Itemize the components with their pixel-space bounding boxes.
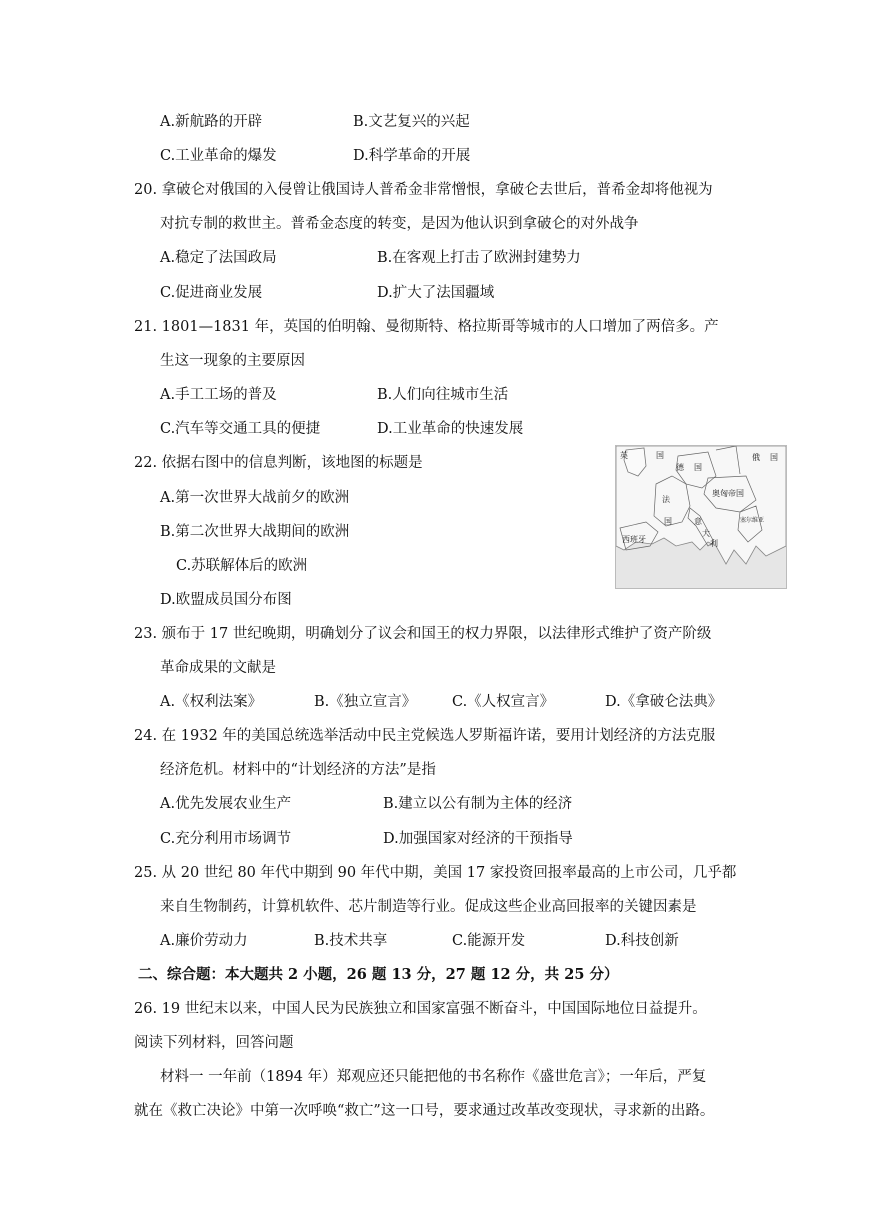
map-label-uk2: 国 xyxy=(656,451,664,460)
map-label-fr2: 国 xyxy=(664,517,672,526)
q21-stem-line1: 21. 1801—1831 年，英国的伯明翰、曼彻斯特、格拉斯哥等城市的人口增加了两倍多。产 xyxy=(134,319,719,335)
q23-option-a: A.《权利法案》 xyxy=(160,694,263,710)
q26-stem-line2: 阅读下列材料，回答问题 xyxy=(134,1035,294,1051)
map-label-de1: 德 xyxy=(676,463,684,472)
q23-stem-line2: 革命成果的文献是 xyxy=(160,660,276,676)
q22-stem-line1: 22. 依据右图中的信息判断，该地图的标题是 xyxy=(134,455,423,471)
q25-option-c: C.能源开发 xyxy=(452,933,526,949)
q24-option-c: C.充分利用市场调节 xyxy=(160,831,292,847)
q22-option-b: B.第二次世界大战期间的欧洲 xyxy=(160,524,350,540)
q23-option-d: D.《拿破仑法典》 xyxy=(605,694,723,710)
q20-option-a: A.稳定了法国政局 xyxy=(160,250,277,266)
map-label-serbia: 塞尔维亚 xyxy=(740,517,765,524)
q24-stem-line1: 24. 在 1932 年的美国总统选举活动中民主党候选人罗斯福许诺，要用计划经济的方法克服 xyxy=(134,728,716,744)
q21-option-d: D.工业革命的快速发展 xyxy=(377,421,524,437)
map-label-it3: 利 xyxy=(710,539,718,548)
q19-option-d: D.科学革命的开展 xyxy=(353,148,471,164)
q19-option-c: C.工业革命的爆发 xyxy=(160,148,277,164)
europe-map-svg xyxy=(616,446,786,588)
q19-option-a: A.新航路的开辟 xyxy=(160,114,263,130)
q20-option-d: D.扩大了法国疆域 xyxy=(377,285,495,301)
q21-option-a: A.手工工场的普及 xyxy=(160,387,277,403)
map-label-fr1: 法 xyxy=(662,495,670,504)
q25-option-d: D.科技创新 xyxy=(605,933,679,949)
q24-option-a: A.优先发展农业生产 xyxy=(160,796,292,812)
map-label-it2: 大 xyxy=(702,529,710,538)
q24-stem-line2: 经济危机。材料中的“计划经济的方法”是指 xyxy=(160,762,436,778)
q23-option-b: B.《独立宣言》 xyxy=(314,694,417,710)
q20-option-c: C.促进商业发展 xyxy=(160,285,263,301)
map-label-austria-hungary: 奥匈帝国 xyxy=(712,489,744,498)
europe-map-figure xyxy=(615,445,787,589)
q22-option-c: C.苏联解体后的欧洲 xyxy=(176,558,308,574)
q25-stem-line1: 25. 从 20 世纪 80 年代中期到 90 年代中期，美国 17 家投资回报率最高的上市公司，几乎都 xyxy=(134,865,737,881)
map-label-ru1: 俄 xyxy=(752,453,760,462)
q22-option-a: A.第一次世界大战前夕的欧洲 xyxy=(160,490,350,506)
q26-material-line2: 就在《救亡决论》中第一次呼唤“救亡”这一口号，要求通过改革改变现状，寻求新的出路。 xyxy=(134,1103,715,1119)
map-label-spain: 西班牙 xyxy=(622,535,646,544)
q25-option-a: A.廉价劳动力 xyxy=(160,933,248,949)
q25-option-b: B.技术共享 xyxy=(314,933,388,949)
q22-option-d: D.欧盟成员国分布图 xyxy=(160,592,292,608)
q26-stem-line1: 26. 19 世纪末以来，中国人民为民族独立和国家富强不断奋斗，中国国际地位日益提升。 xyxy=(134,1001,707,1017)
q25-stem-line2: 来自生物制药，计算机软件、芯片制造等行业。促成这些企业高回报率的关键因素是 xyxy=(160,899,697,915)
q19-option-b: B.文艺复兴的兴起 xyxy=(353,114,470,130)
q20-stem-line1: 20. 拿破仑对俄国的入侵曾让俄国诗人普希金非常憎恨，拿破仑去世后，普希金却将他视为 xyxy=(134,182,713,198)
q21-stem-line2: 生这一现象的主要原因 xyxy=(160,353,305,369)
map-label-it1: 意 xyxy=(694,517,702,526)
q21-option-c: C.汽车等交通工具的便捷 xyxy=(160,421,321,437)
q21-option-b: B.人们向往城市生活 xyxy=(377,387,509,403)
section-heading: 二、综合题：本大题共 2 小题，26 题 13 分，27 题 12 分，共 25 分） xyxy=(138,966,619,983)
map-label-uk: 英 xyxy=(620,451,628,460)
q24-option-d: D.加强国家对经济的干预指导 xyxy=(383,831,573,847)
q24-option-b: B.建立以公有制为主体的经济 xyxy=(383,796,573,812)
q20-option-b: B.在客观上打击了欧洲封建势力 xyxy=(377,250,581,266)
map-label-ru2: 国 xyxy=(770,453,778,462)
q20-stem-line2: 对抗专制的救世主。普希金态度的转变，是因为他认识到拿破仑的对外战争 xyxy=(160,216,639,232)
q23-option-c: C.《人权宣言》 xyxy=(452,694,555,710)
q26-material-line1: 材料一 一年前（1894 年）郑观应还只能把他的书名称作《盛世危言》；一年后，严复 xyxy=(160,1069,707,1085)
map-label-de2: 国 xyxy=(694,463,702,472)
q23-stem-line1: 23. 颁布于 17 世纪晚期，明确划分了议会和国王的权力界限，以法律形式维护了资产阶级 xyxy=(134,626,712,642)
